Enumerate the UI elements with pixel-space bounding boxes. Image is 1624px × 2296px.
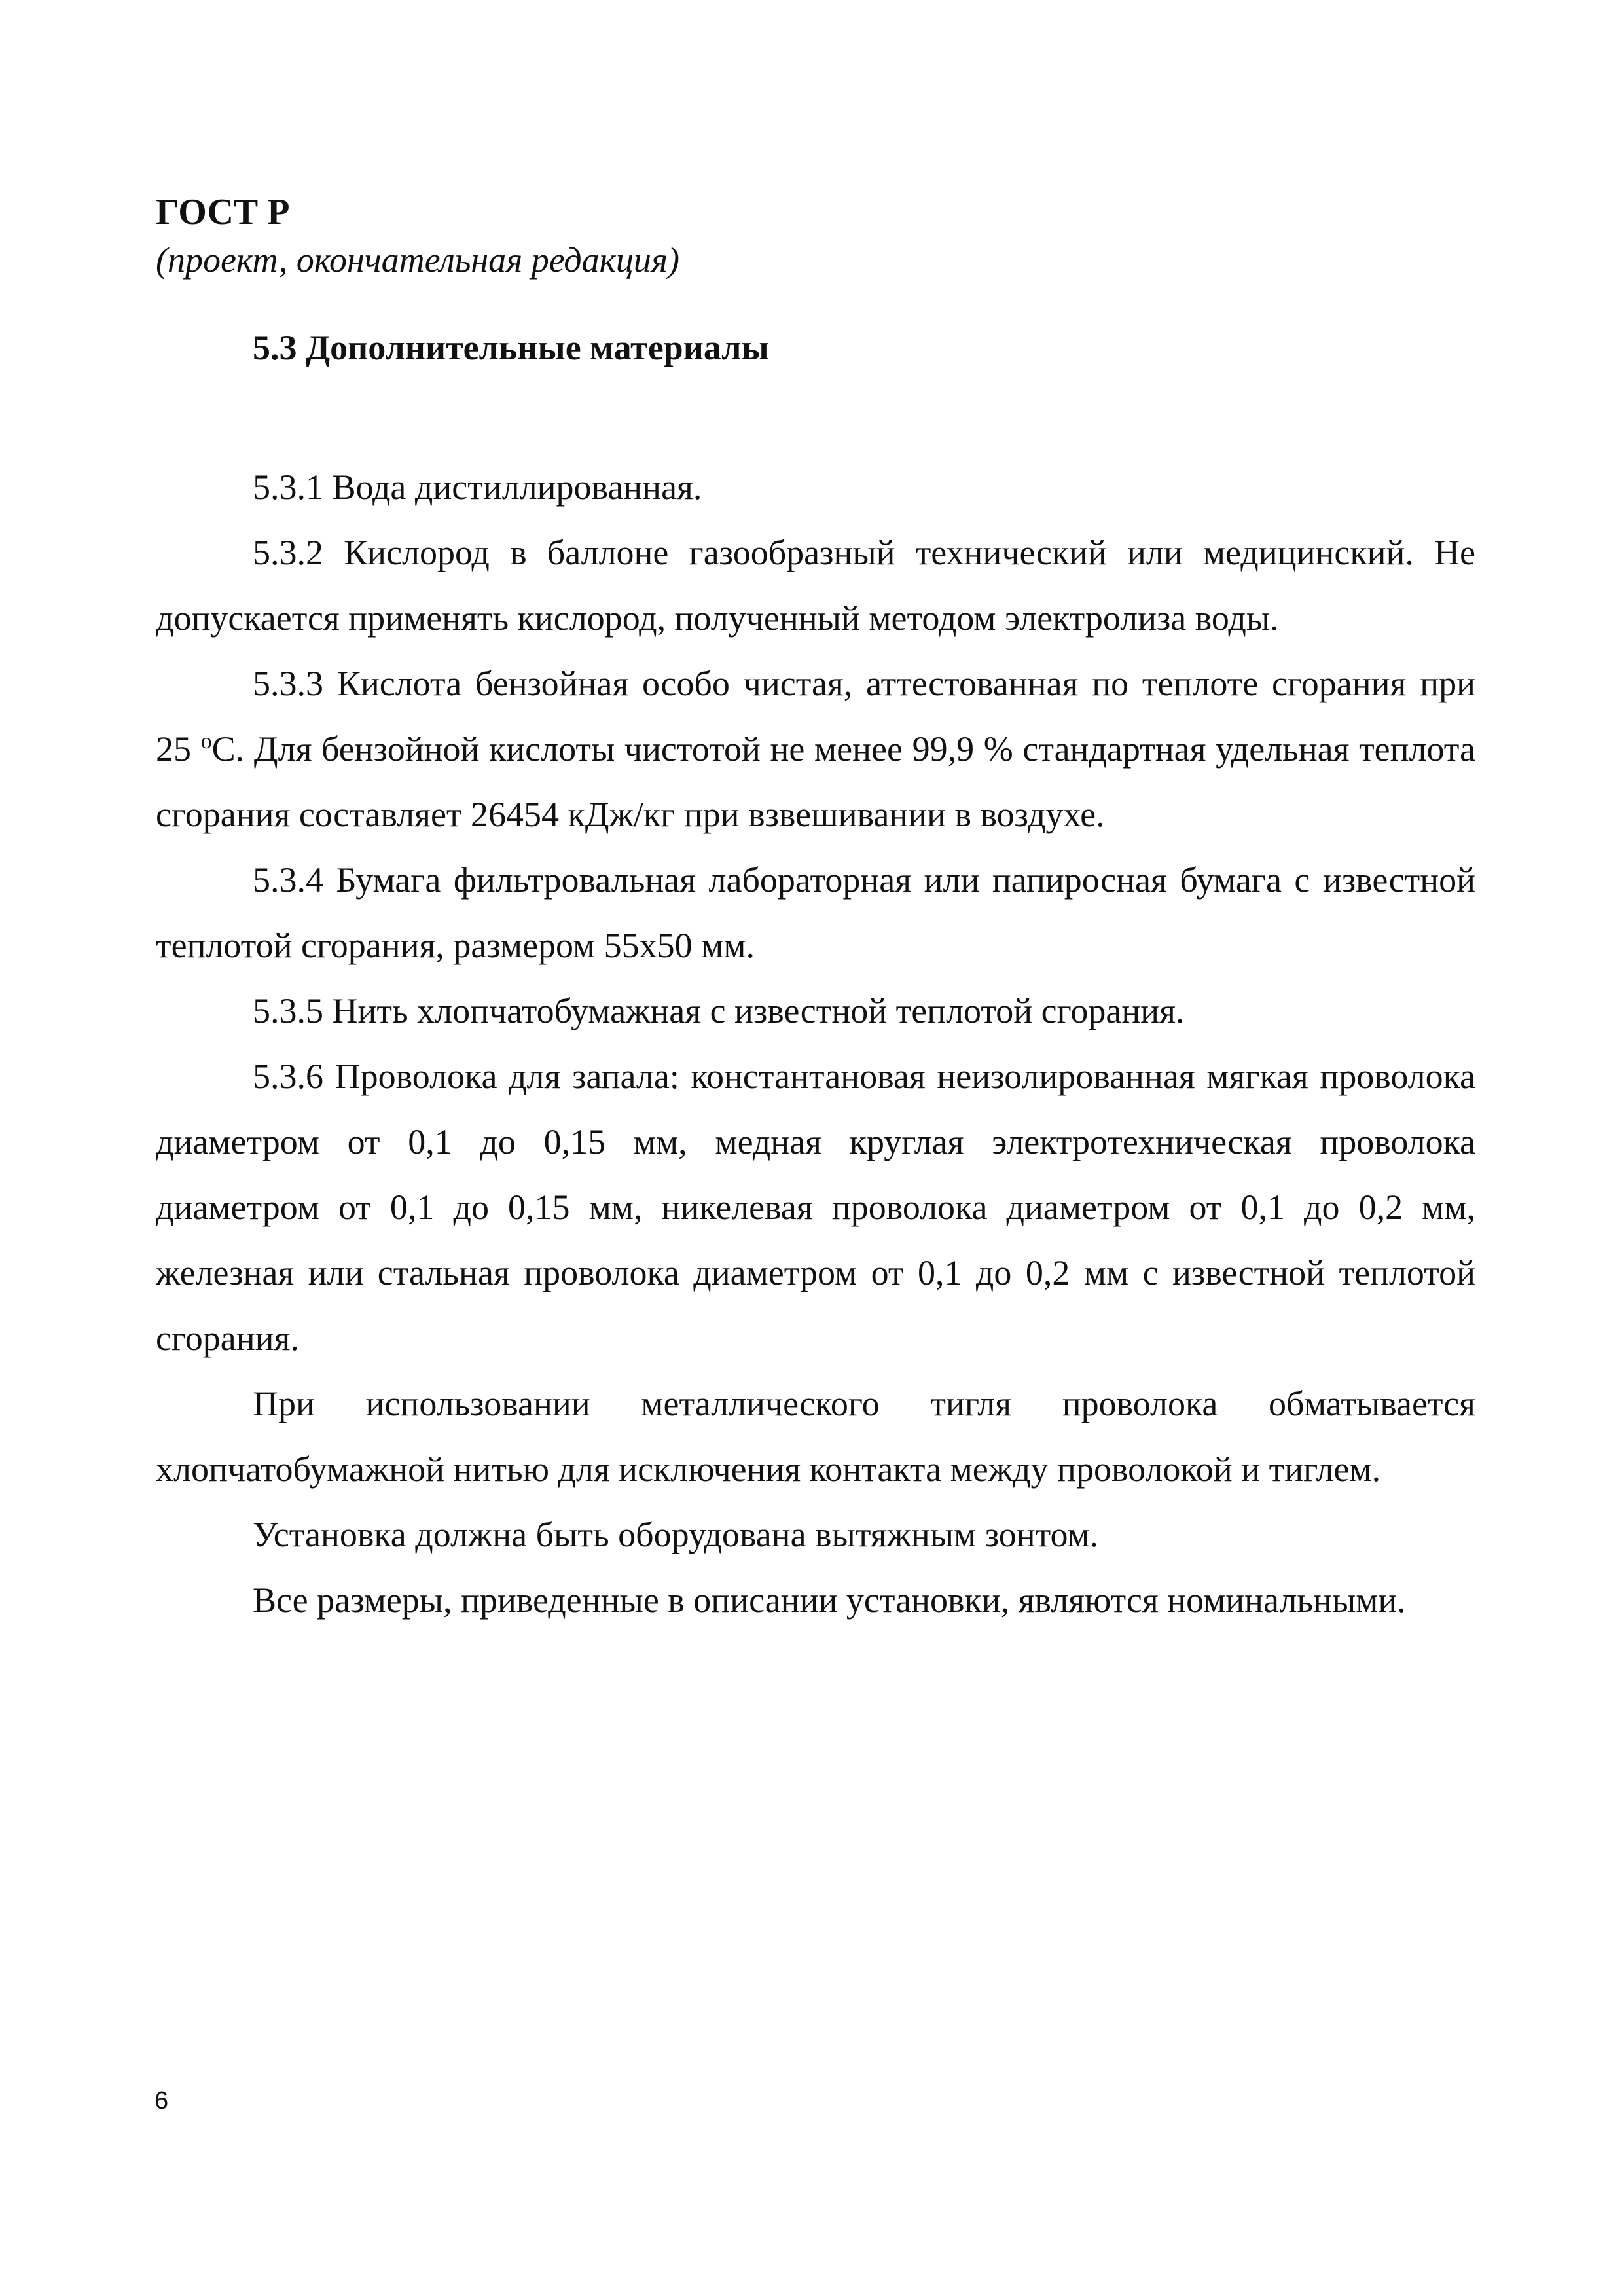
page-number: 6: [154, 2087, 169, 2115]
paragraph-nominal-dimensions: Все размеры, приведенные в описании установки, являются номинальными.: [253, 1580, 1406, 1620]
section-body: [156, 454, 1475, 1633]
paragraph-5-3-3: [156, 651, 1475, 847]
paragraph-5-3-1: 5.3.1 Вода дистиллированная.: [253, 467, 702, 507]
paragraph-5-3-3-part-1: 5.3.3 Кислота бензойная особо чистая, аттестованная по теплоте сгорания при 25: [156, 664, 1475, 769]
paragraph-exhaust-hood: Установка должна быть оборудована вытяжным зонтом.: [253, 1515, 1099, 1554]
paragraph-5-3-6: 5.3.6 Проволока для запала: константановая неизолированная мягкая проволока диаметром от 0,1 до 0,15 мм, медная круглая электротехническая проволока диаметром от 0,1 до 0,15 мм, никелевая проволока диаметром от 0,1 до 0,2 мм, железная или стальная проволока диаметром от 0,1 до 0,2 мм с известной теплотой сгорания.: [156, 1057, 1475, 1358]
degree-sign: о: [200, 729, 212, 754]
section-heading: 5.3 Дополнительные материалы: [253, 328, 769, 367]
paragraph-5-3-3-part-2: С. Для бензойной кислоты чистотой не менее 99,9 % стандартная удельная теплота сгорания составляет 26454 кДж/кг при взвешивании в воздухе.: [156, 729, 1476, 834]
paragraph-5-3-4: 5.3.4 Бумага фильтровальная лабораторная или папиросная бумага с известной теплотой сгорания, размером 55х50 мм.: [156, 860, 1475, 965]
paragraph-5-3-2: 5.3.2 Кислород в баллоне газообразный технический или медицинский. Не допускается применять кислород, полученный методом электролиза воды.: [156, 533, 1475, 638]
paragraph-crucible-note: При использовании металлического тигля проволока обматывается хлопчатобумажной нитью для исключения контакта между проволокой и тиглем.: [156, 1384, 1475, 1489]
document-header-title: ГОСТ Р: [156, 192, 290, 232]
paragraph-5-3-5: 5.3.5 Нить хлопчатобумажная с известной теплотой сгорания.: [253, 991, 1185, 1030]
document-header-subtitle: (проект, окончательная редакция): [156, 240, 680, 280]
